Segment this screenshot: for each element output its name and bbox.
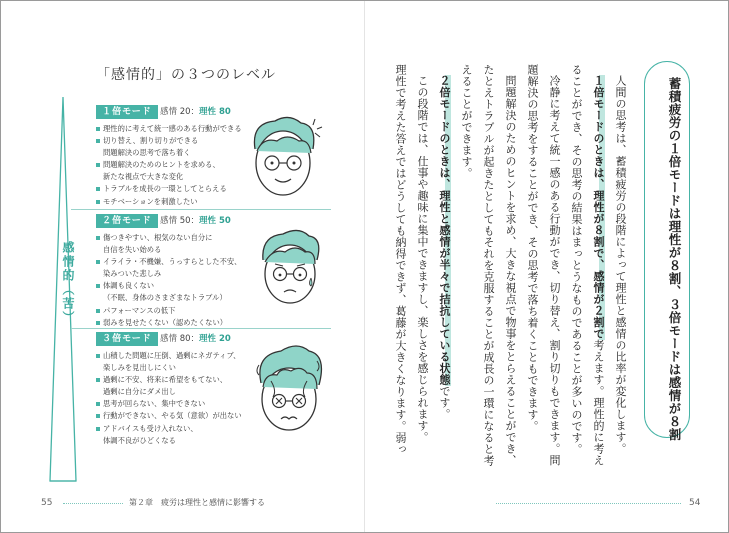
- list-item: 問題解決のためのヒントを求める、: [96, 159, 246, 171]
- divider: [71, 328, 331, 329]
- list-item: （不眠、身体のさまざまなトラブル）: [103, 293, 227, 303]
- footer-rule: [63, 503, 123, 504]
- list-item: モチベーションを刺激したい: [96, 196, 246, 208]
- level-1-list: [96, 123, 246, 208]
- list-item: 切り替え、割り切りができる: [96, 135, 246, 147]
- body-line: たとえトラブルが起きたとしてもそれを克服することが成長の一環になると考: [482, 64, 495, 467]
- list-item: 山積した問題に圧倒、過剰にネガティブ、: [96, 350, 246, 362]
- distressed-face-icon: [251, 341, 327, 436]
- level-ratio: 感情 50：理性 50: [160, 216, 231, 226]
- level-3-list: [96, 350, 246, 447]
- body-line: 理性で考えた答えではどうしても納得できず、葛藤が大きくなります。弱っ: [394, 64, 407, 455]
- page-number-left: 55: [41, 498, 53, 508]
- level-2: [96, 214, 246, 329]
- list-item: 体調不良がひどくなる: [103, 435, 176, 445]
- body-text: です。: [438, 385, 451, 420]
- list-item: 行動ができない、やる気（意欲）が出ない: [96, 410, 246, 422]
- list-item: パフォーマンスの低下: [96, 305, 246, 317]
- body-line: ることができ、その思考の結果はまっとうなものであることが多いのです。: [570, 64, 583, 455]
- level-1: [96, 105, 246, 208]
- body-line: 人間の思考は、蓄積疲労の段階によって理性と感情の比率が変化します。: [614, 75, 627, 455]
- worried-face-icon: [253, 226, 325, 308]
- chapter-footer: 第２章 疲労は理性と感情に影響する: [129, 498, 265, 507]
- level-name: ３倍モード: [96, 332, 158, 346]
- list-item: 新たな視点で大きな変化: [103, 172, 184, 182]
- body-line: 問題解決のためのヒントを求め、大きな視点で物事をとらえることができ、: [504, 75, 517, 466]
- list-item: 傷つきやすい、根気のない自分に: [96, 232, 246, 244]
- level-3: [96, 332, 246, 447]
- body-line-lead: [591, 75, 606, 466]
- list-item: 染みついた悲しみ: [103, 269, 162, 279]
- list-item: 自信を失い始める: [103, 245, 162, 255]
- body-text: 考えます。理性的に考え: [592, 339, 605, 466]
- level-ratio: 感情 20：理性 80: [160, 107, 231, 117]
- list-item: 楽しみを見出しにくい: [103, 363, 176, 373]
- footer-rule: [496, 503, 681, 504]
- body-line: 題解決の思考をすることができ、その思考で落ち着くこともできます。: [526, 64, 539, 432]
- list-item: イライラ・不機嫌、うっすらとした不安、: [96, 256, 246, 268]
- list-item: 過剰に不安、将来に希望をもてない、: [96, 374, 246, 386]
- body-line-lead: [437, 75, 452, 420]
- list-item: 理性的に考えて統一感のある行動ができる: [96, 123, 246, 135]
- page-number-right: 54: [689, 498, 701, 508]
- body-emphasis: １倍モードのときは、理性が８割で、感情が２割で: [592, 75, 605, 340]
- figure-title: 「感情的」の３つのレベル: [96, 67, 276, 83]
- body-line: この段階では、仕事や趣味に集中できますし、楽しさを感じられます。: [416, 75, 429, 443]
- divider: [71, 209, 331, 210]
- page-gutter: [364, 1, 365, 532]
- list-item: 思考が回らない、集中できない: [96, 398, 246, 410]
- level-2-list: [96, 232, 246, 329]
- list-item: 過剰に自分にダメ出し: [103, 387, 176, 397]
- emotional-suffering-label: 感情的（苦）: [61, 241, 75, 325]
- list-item: トラブルを成長の一環としてとらえる: [96, 183, 246, 195]
- calm-face-icon: [243, 111, 323, 201]
- list-item: 体調も良くない: [96, 280, 246, 292]
- body-line: えることができます。: [460, 64, 473, 179]
- level-name: １倍モード: [96, 105, 158, 119]
- body-line: 冷静に考えて統一感のある行動ができ、切り替え、割り切りもできます。問: [548, 75, 561, 466]
- level-ratio: 感情 80：理性 20: [160, 334, 231, 344]
- page-headline: 蓄積疲労の１倍モードは理性が８割、３倍モードは感情が８割: [667, 77, 682, 441]
- list-item: 問題解決の思考で落ち着く: [103, 148, 191, 158]
- level-name: ２倍モード: [96, 214, 158, 228]
- list-item: 弱みを見せたくない（認めたくない）: [96, 317, 246, 329]
- list-item: アドバイスも受け入れない、: [96, 423, 246, 435]
- body-emphasis: ２倍モードのときは、理性と感情が半々で拮抗している状態: [438, 75, 451, 386]
